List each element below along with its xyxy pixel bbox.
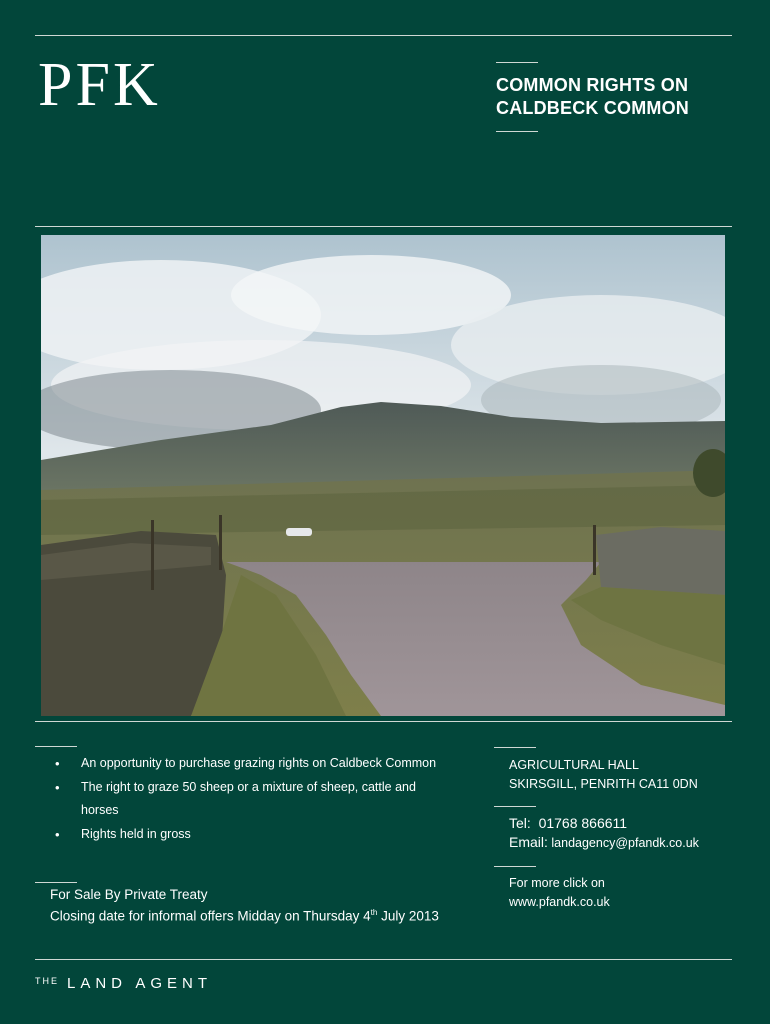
email-address[interactable]: landagency@pfandk.co.uk — [551, 836, 699, 850]
title-rule-top — [496, 62, 538, 63]
sale-rule — [35, 882, 77, 883]
list-item: • Rights held in gross — [50, 823, 450, 847]
sale-info — [50, 886, 439, 926]
office-address — [509, 756, 698, 794]
photo-rule-top — [35, 226, 732, 227]
bullets-rule — [35, 746, 77, 747]
closing-date-text: Closing date for informal offers Midday on Thursday 4 — [50, 908, 371, 924]
contact-rule — [494, 806, 536, 807]
office-rule — [494, 747, 536, 748]
photo-rule-bottom — [35, 721, 732, 722]
office-name: AGRICULTURAL HALL — [509, 758, 639, 772]
footer-the: THE — [35, 976, 59, 986]
title-line-1: COMMON RIGHTS ON — [496, 75, 689, 95]
more-info — [509, 874, 610, 912]
more-rule — [494, 866, 536, 867]
footer-rule — [35, 959, 732, 960]
website-link[interactable]: www.pfandk.co.uk — [509, 895, 610, 909]
pfk-logo: PFK — [38, 51, 161, 119]
more-label: For more click on — [509, 876, 605, 890]
email — [509, 833, 699, 853]
telephone — [509, 814, 699, 833]
contact-details — [509, 814, 699, 853]
footer-land-agent: LAND AGENT — [67, 975, 213, 992]
closing-date-month: July 2013 — [377, 908, 439, 924]
features-list — [50, 752, 450, 846]
list-item: • The right to graze 50 sheep or a mixture of sheep, cattle and horses — [50, 776, 450, 823]
closing-date — [50, 904, 439, 926]
list-item: • An opportunity to purchase grazing rights on Caldbeck Common — [50, 752, 450, 776]
tel-number[interactable]: 01768 866611 — [538, 815, 628, 831]
landscape-photo — [41, 235, 725, 716]
email-label: Email: — [509, 834, 548, 850]
landscape-illustration — [41, 235, 725, 716]
office-street: SKIRSGILL, PENRITH CA11 0DN — [509, 777, 698, 791]
top-rule — [35, 35, 732, 36]
footer-tagline — [35, 975, 212, 992]
tel-label: Tel: — [509, 815, 531, 831]
sale-method: For Sale By Private Treaty — [50, 887, 208, 902]
closing-date-ordinal: th — [370, 908, 378, 917]
page-title — [496, 74, 756, 120]
title-line-2: CALDBECK COMMON — [496, 98, 689, 118]
title-rule-bottom — [496, 131, 538, 132]
